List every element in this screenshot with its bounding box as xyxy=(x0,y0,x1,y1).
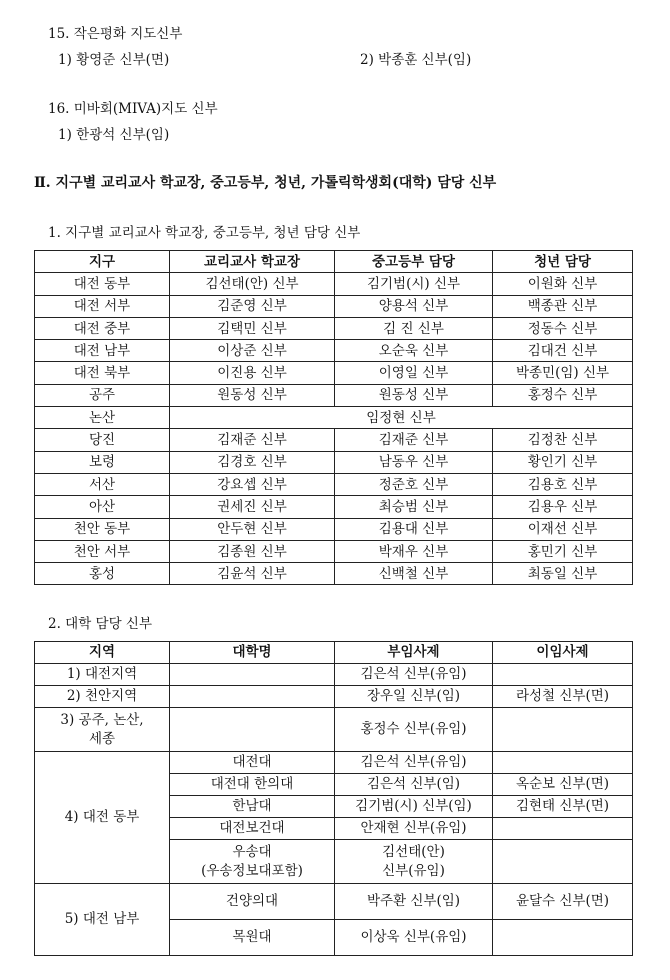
cell-region: 1) 대전지역 xyxy=(35,664,170,686)
header-district: 지구 xyxy=(35,251,170,273)
cell-principal: 김윤석 신부 xyxy=(170,563,335,585)
cell-university: 대전보건대 xyxy=(170,818,335,840)
table-row xyxy=(35,451,633,473)
cell-young-adult: 홍정수 신부 xyxy=(493,384,633,406)
cell-incoming: 김은석 신부(유임) xyxy=(335,752,493,774)
cell-district: 대전 북부 xyxy=(35,362,170,384)
cell-young-adult: 김정찬 신부 xyxy=(493,429,633,451)
cell-youth: 이영일 신부 xyxy=(335,362,493,384)
table-row xyxy=(35,563,633,585)
cell-principal: 김경호 신부 xyxy=(170,451,335,473)
cell-principal: 강요셉 신부 xyxy=(170,473,335,495)
cell-principal: 이진용 신부 xyxy=(170,362,335,384)
cell-young-adult: 정동수 신부 xyxy=(493,317,633,339)
cell-region: 5) 대전 남부 xyxy=(35,884,170,956)
table-row xyxy=(35,362,633,384)
cell-university: 한남대 xyxy=(170,796,335,818)
table-row xyxy=(35,540,633,562)
table-row xyxy=(35,295,633,317)
cell-principal: 원동성 신부 xyxy=(170,384,335,406)
cell-outgoing xyxy=(493,920,633,956)
cell-district: 서산 xyxy=(35,473,170,495)
cell-outgoing xyxy=(493,708,633,752)
cell-university xyxy=(170,664,335,686)
section-16-item-1: 1) 한광석 신부(임) xyxy=(58,127,170,143)
cell-district: 논산 xyxy=(35,407,170,429)
cell-university: 대전대 xyxy=(170,752,335,774)
cell-principal: 김준영 신부 xyxy=(170,295,335,317)
cell-incoming: 장우일 신부(임) xyxy=(335,686,493,708)
subsection-2-title: 2. 대학 담당 신부 xyxy=(48,616,152,632)
cell-university xyxy=(170,708,335,752)
section-15-item-2: 2) 박종훈 신부(임) xyxy=(360,52,472,68)
cell-incoming: 박주환 신부(임) xyxy=(335,884,493,920)
cell-young-adult: 백종관 신부 xyxy=(493,295,633,317)
cell-youth: 정준호 신부 xyxy=(335,473,493,495)
cell-principal: 이상준 신부 xyxy=(170,340,335,362)
header-youth-ministry: 중고등부 담당 xyxy=(335,251,493,273)
cell-outgoing xyxy=(493,664,633,686)
cell-incoming xyxy=(335,840,493,884)
cell-youth: 원동성 신부 xyxy=(335,384,493,406)
cell-youth: 양용석 신부 xyxy=(335,295,493,317)
cell-district: 대전 중부 xyxy=(35,317,170,339)
cell-youth: 오순욱 신부 xyxy=(335,340,493,362)
cell-young-adult: 김용호 신부 xyxy=(493,473,633,495)
table-header-row xyxy=(35,642,633,664)
cell-district: 아산 xyxy=(35,496,170,518)
cell-district: 보령 xyxy=(35,451,170,473)
cell-incoming: 홍정수 신부(유임) xyxy=(335,708,493,752)
cell-university: 건양의대 xyxy=(170,884,335,920)
section-2-heading: Ⅱ. 지구별 교리교사 학교장, 중고등부, 청년, 가톨릭학생회(대학) 담당 신부 xyxy=(34,175,497,191)
cell-incoming: 김은석 신부(유임) xyxy=(335,664,493,686)
header-outgoing-priest: 이임사제 xyxy=(493,642,633,664)
cell-principal: 권세진 신부 xyxy=(170,496,335,518)
university-priest-table xyxy=(34,641,633,956)
university-line-2: (우송정보대포함) xyxy=(201,862,303,879)
cell-university xyxy=(170,686,335,708)
table-row xyxy=(35,496,633,518)
region-line-1: 3) 공주, 논산, xyxy=(60,711,144,728)
table-row xyxy=(35,429,633,451)
table-row xyxy=(35,518,633,540)
cell-district: 공주 xyxy=(35,384,170,406)
cell-youth: 남동우 신부 xyxy=(335,451,493,473)
cell-outgoing xyxy=(493,752,633,774)
table-row xyxy=(35,317,633,339)
cell-incoming: 이상욱 신부(유임) xyxy=(335,920,493,956)
cell-youth: 김용대 신부 xyxy=(335,518,493,540)
section-15-title: 15. 작은평화 지도신부 xyxy=(48,26,183,42)
cell-district: 대전 동부 xyxy=(35,273,170,295)
subsection-1-title: 1. 지구별 교리교사 학교장, 중고등부, 청년 담당 신부 xyxy=(48,225,361,241)
cell-district: 천안 서부 xyxy=(35,540,170,562)
cell-youth: 신백철 신부 xyxy=(335,563,493,585)
cell-incoming: 김은석 신부(임) xyxy=(335,774,493,796)
cell-young-adult: 최동일 신부 xyxy=(493,563,633,585)
cell-university xyxy=(170,840,335,884)
cell-district: 홍성 xyxy=(35,563,170,585)
header-incoming-priest: 부임사제 xyxy=(335,642,493,664)
cell-region: 2) 천안지역 xyxy=(35,686,170,708)
cell-young-adult: 김대건 신부 xyxy=(493,340,633,362)
cell-young-adult: 이재선 신부 xyxy=(493,518,633,540)
cell-young-adult: 박종민(임) 신부 xyxy=(493,362,633,384)
cell-district: 대전 서부 xyxy=(35,295,170,317)
header-catechist-principal: 교리교사 학교장 xyxy=(170,251,335,273)
table-row xyxy=(35,273,633,295)
cell-incoming: 김기범(시) 신부(임) xyxy=(335,796,493,818)
cell-youth: 김 진 신부 xyxy=(335,317,493,339)
table-row xyxy=(35,884,633,920)
cell-youth: 최승범 신부 xyxy=(335,496,493,518)
header-region: 지역 xyxy=(35,642,170,664)
cell-outgoing xyxy=(493,818,633,840)
table-row xyxy=(35,407,633,429)
cell-incoming: 안재현 신부(유임) xyxy=(335,818,493,840)
incoming-line-1: 김선태(안) xyxy=(382,843,445,860)
cell-youth: 김재준 신부 xyxy=(335,429,493,451)
cell-district: 천안 동부 xyxy=(35,518,170,540)
cell-outgoing: 옥순보 신부(면) xyxy=(493,774,633,796)
incoming-line-2: 신부(유임) xyxy=(382,862,445,879)
table-row xyxy=(35,384,633,406)
cell-principal: 안두현 신부 xyxy=(170,518,335,540)
cell-region xyxy=(35,708,170,752)
section-15-item-1: 1) 황영준 신부(면) xyxy=(58,52,170,68)
university-line-1: 우송대 xyxy=(232,843,272,860)
cell-young-adult: 황인기 신부 xyxy=(493,451,633,473)
table-row xyxy=(35,473,633,495)
cell-district: 당진 xyxy=(35,429,170,451)
header-university: 대학명 xyxy=(170,642,335,664)
cell-youth: 김기범(시) 신부 xyxy=(335,273,493,295)
cell-university: 대전대 한의대 xyxy=(170,774,335,796)
table-row xyxy=(35,686,633,708)
cell-youth: 박재우 신부 xyxy=(335,540,493,562)
section-16-title: 16. 미바회(MIVA)지도 신부 xyxy=(48,101,218,117)
cell-principal: 김재준 신부 xyxy=(170,429,335,451)
cell-young-adult: 김용우 신부 xyxy=(493,496,633,518)
cell-young-adult: 홍민기 신부 xyxy=(493,540,633,562)
table-row xyxy=(35,752,633,774)
cell-university: 목원대 xyxy=(170,920,335,956)
cell-young-adult: 이원화 신부 xyxy=(493,273,633,295)
cell-outgoing: 김현태 신부(면) xyxy=(493,796,633,818)
cell-principal: 김선태(안) 신부 xyxy=(170,273,335,295)
cell-district: 대전 남부 xyxy=(35,340,170,362)
cell-region: 4) 대전 동부 xyxy=(35,752,170,884)
cell-principal: 김택민 신부 xyxy=(170,317,335,339)
header-young-adult: 청년 담당 xyxy=(493,251,633,273)
region-line-2: 세종 xyxy=(88,730,116,747)
cell-merged-priest: 임정현 신부 xyxy=(170,407,633,429)
cell-outgoing: 라성철 신부(면) xyxy=(493,686,633,708)
table-row xyxy=(35,340,633,362)
table-header-row xyxy=(35,251,633,273)
cell-outgoing xyxy=(493,840,633,884)
district-priest-table xyxy=(34,250,633,585)
cell-outgoing: 윤달수 신부(면) xyxy=(493,884,633,920)
table-row xyxy=(35,708,633,752)
table-row xyxy=(35,664,633,686)
cell-principal: 김종원 신부 xyxy=(170,540,335,562)
